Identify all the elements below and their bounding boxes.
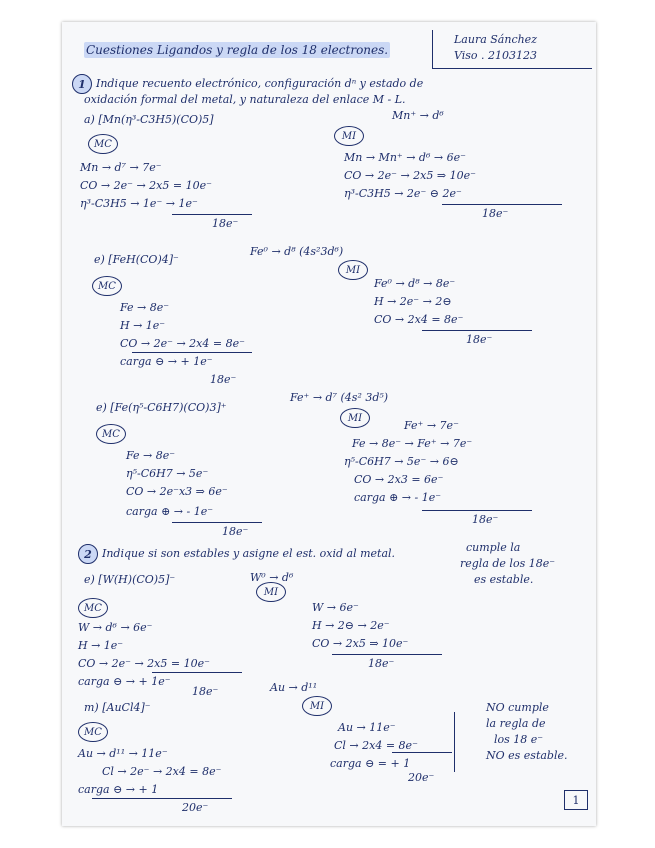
item-m-mc-line: Cl → 2e⁻ → 2x4 = 8e⁻ [102,765,222,778]
item-q2e-mc-line: H → 1e⁻ [78,639,124,652]
item-a-mi-line: η³-C3H5 → 2e⁻ ⊖ 2e⁻ [344,187,462,200]
item-q2e-mc-tag: MC [78,598,108,618]
page-number: 1 [564,790,588,810]
item-e-mi-total: 18e⁻ [466,333,493,346]
item-e2-mi-sum-line [422,510,532,511]
author-name: Laura Sánchez [454,33,537,46]
item-e2-mc-tag: MC [96,424,126,444]
item-q2e-config: W⁰ → d⁶ [250,571,294,584]
item-q2e-mc-total: 18e⁻ [192,685,219,698]
question-2-line-1: Indique si son estables y asigne el est. oxid al metal. [102,547,396,560]
item-a-mc-total: 18e⁻ [212,217,239,230]
item-m-note: NO es estable. [486,749,568,762]
item-e-config: Fe⁰ → d⁸ (4s²3d⁶) [250,245,344,258]
item-m-mc-line: carga ⊖ → + 1 [78,783,159,796]
item-a-mi-line: Mn → Mn⁺ → d⁶ → 6e⁻ [344,151,466,164]
item-q2e-mi-total: 18e⁻ [368,657,395,670]
item-q2e-mi-sum-line [332,654,442,655]
item-m-mi-line: Cl → 2x4 = 8e⁻ [334,739,418,752]
item-e-mi-line: H → 2e⁻ → 2⊖ [374,295,452,308]
item-q2e-note: regla de los 18e⁻ [460,557,556,570]
item-a-mc-tag: MC [88,134,118,154]
item-e2-mc-sum-line [172,522,262,523]
item-e-mi-sum-line [422,330,532,331]
item-q2e-formula: e) [W(H)(CO)5]⁻ [84,573,176,586]
item-a-mc-sum-line [172,214,252,215]
header-divider [432,30,433,68]
item-q2e-mc-line: W → d⁶ → 6e⁻ [78,621,153,634]
item-m-mc-tag: MC [78,722,108,742]
item-m-mi-total: 20e⁻ [408,771,435,784]
item-e2-mi-total: 18e⁻ [472,513,499,526]
item-q2e-mi-tag: MI [256,582,286,602]
item-m-note: NO cumple [486,701,549,714]
header-underline [432,68,592,69]
item-e2-mc-line: Fe → 8e⁻ [126,449,176,462]
item-a-formula: a) [Mn(η³-C3H5)(CO)5] [84,113,214,126]
item-e2-mc-total: 18e⁻ [222,525,249,538]
item-m-divider [454,712,455,772]
item-e-mc-tag: MC [92,276,122,296]
question-2-number: 2 [78,544,98,564]
item-e-mc-line: carga ⊖ → + 1e⁻ [120,355,213,368]
question-1-number: 1 [72,74,92,94]
item-m-config: Au → d¹¹ [270,681,318,694]
item-e-formula: e) [FeH(CO)4]⁻ [94,253,179,266]
item-a-config: Mn⁺ → d⁶ [392,109,444,122]
item-e2-mi-tag: MI [340,408,370,428]
item-a-mc-line: CO → 2e⁻ → 2x5 = 10e⁻ [80,179,212,192]
item-e2-mi-line: carga ⊕ → - 1e⁻ [354,491,442,504]
item-q2e-mc-line: CO → 2e⁻ → 2x5 = 10e⁻ [78,657,210,670]
question-1-line-1: Indique recuento electrónico, configuración dⁿ y estado de [96,77,424,90]
item-m-mi-tag: MI [302,696,332,716]
item-e-mc-total: 18e⁻ [210,373,237,386]
item-m-mi-sum-line [392,752,452,753]
item-q2e-mc-line: carga ⊖ → + 1e⁻ [78,675,171,688]
item-m-mi-line: carga ⊖ = + 1 [330,757,411,770]
item-e-mi-tag: MI [338,260,368,280]
item-e-mi-line: Fe⁰ → d⁸ → 8e⁻ [374,277,456,290]
item-q2e-mi-line: H → 2⊖ → 2e⁻ [312,619,390,632]
item-e2-mi-line: Fe → 8e⁻ → Fe⁺ → 7e⁻ [352,437,473,450]
item-e2-mc-line: η⁵-C6H7 → 5e⁻ [126,467,209,480]
question-1-line-2: oxidación formal del metal, y naturaleza del enlace M - L. [84,93,406,106]
item-m-mc-total: 20e⁻ [182,801,209,814]
item-m-mc-line: Au → d¹¹ → 11e⁻ [78,747,168,760]
item-q2e-mi-line: W → 6e⁻ [312,601,359,614]
item-e2-mi-line: Fe⁺ → 7e⁻ [404,419,459,432]
item-a-mi-sum-line [442,204,562,205]
item-e-mi-line: CO → 2x4 = 8e⁻ [374,313,464,326]
item-a-mi-total: 18e⁻ [482,207,509,220]
item-m-formula: m) [AuCl4]⁻ [84,701,151,714]
notebook-page [62,22,596,826]
item-e-mc-line: Fe → 8e⁻ [120,301,170,314]
item-e2-mi-line: CO → 2x3 = 6e⁻ [354,473,444,486]
item-q2e-note: cumple la [466,541,521,554]
item-e-mc-line: H → 1e⁻ [120,319,166,332]
item-a-mi-tag: MI [334,126,364,146]
item-m-mc-sum-line [92,798,232,799]
item-e-mc-sum-line [132,352,252,353]
item-e-mc-line: CO → 2e⁻ → 2x4 = 8e⁻ [120,337,245,350]
item-e2-config: Fe⁺ → d⁷ (4s² 3d⁵) [290,391,389,404]
item-q2e-note: es estable. [474,573,534,586]
item-a-mc-line: η³-C3H5 → 1e⁻ → 1e⁻ [80,197,198,210]
item-q2e-mc-sum-line [152,672,242,673]
item-e2-mc-line: CO → 2e⁻x3 ⇒ 6e⁻ [126,485,228,498]
item-m-note: la regla de [486,717,546,730]
item-e2-mc-line: carga ⊕ → - 1e⁻ [126,505,214,518]
page-title: Cuestiones Ligandos y regla de los 18 electrones. [86,43,389,57]
item-m-mi-line: Au → 11e⁻ [338,721,396,734]
item-a-mc-line: Mn → d⁷ → 7e⁻ [80,161,162,174]
item-a-mi-line: CO → 2e⁻ → 2x5 ⇒ 10e⁻ [344,169,476,182]
item-e2-formula: e) [Fe(η⁵-C6H7)(CO)3]⁺ [96,401,227,414]
item-e2-mi-line: η⁵-C6H7 → 5e⁻ → 6⊖ [344,455,459,468]
item-m-note: los 18 e⁻ [494,733,544,746]
item-q2e-mi-line: CO → 2x5 ⇒ 10e⁻ [312,637,409,650]
author-meta: Viso . 2103123 [454,49,538,62]
